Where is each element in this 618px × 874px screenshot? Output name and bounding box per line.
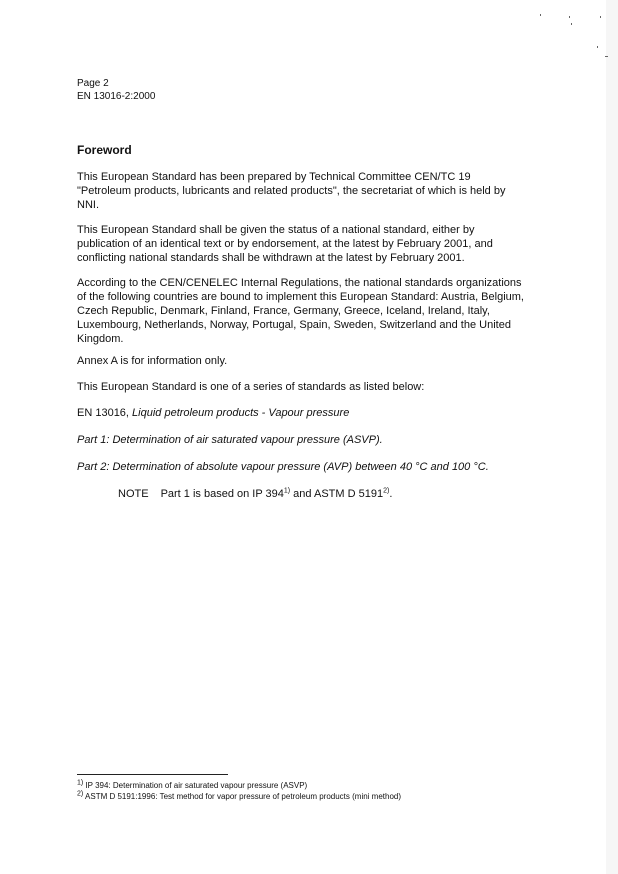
paragraph-annex: Annex A is for information only. [77, 355, 228, 367]
scan-speck [597, 46, 598, 48]
note-label: NOTE [118, 488, 149, 500]
section-title: Foreword [77, 143, 132, 157]
paragraph-status [77, 223, 577, 265]
note-text: Part 1 is based on IP 394 [160, 488, 284, 500]
text-line: This European Standard has been prepared by Technical Committee CEN/TC 19 [77, 171, 471, 183]
footnote-text: IP 394: Determination of air saturated vapour pressure (ASVP) [83, 781, 308, 790]
note [118, 488, 392, 500]
text-line: NNI. [77, 199, 99, 211]
footnote-ref-2: 2) [383, 487, 390, 495]
series-ref-title: Liquid petroleum products - Vapour pressure [132, 407, 350, 419]
scan-speck [571, 23, 572, 25]
text-line: Czech Republic, Denmark, Finland, France, Germany, Greece, Iceland, Ireland, Italy, [77, 305, 490, 317]
document-id: EN 13016-2:2000 [77, 91, 156, 102]
paragraph-regulations [77, 276, 577, 346]
text-line: conflicting national standards shall be withdrawn at the latest by February 2001. [77, 252, 465, 264]
text-line: "Petroleum products, lubricants and related products", the secretariat of which is held by [77, 185, 506, 197]
part-2-entry: Part 2: Determination of absolute vapour pressure (AVP) between 40 °C and 100 °C. [77, 461, 489, 473]
footnote-divider [77, 774, 228, 775]
page-header [77, 77, 155, 103]
note-text: . [389, 488, 393, 500]
part-1-entry: Part 1: Determination of air saturated vapour pressure (ASVP). [77, 434, 383, 446]
series-ref-number: EN 13016, [77, 407, 133, 419]
page-number: Page 2 [77, 78, 109, 89]
footnote-mark: 1) [77, 779, 84, 787]
text-line: Kingdom. [77, 333, 124, 345]
scan-speck [600, 16, 601, 18]
text-line: According to the CEN/CENELEC Internal Regulations, the national standards organizations [77, 277, 522, 289]
footnote-text: ASTM D 5191:1996: Test method for vapor pressure of petroleum products (mini method) [83, 792, 402, 801]
text-line: Luxembourg, Netherlands, Norway, Portugal, Spain, Sweden, Switzerland and the United [77, 319, 511, 331]
paragraph-series-intro: This European Standard is one of a series of standards as listed below: [77, 381, 425, 393]
paragraph-committee [77, 170, 577, 212]
scan-speck [569, 16, 570, 18]
series-reference [77, 406, 577, 420]
text-line: publication of an identical text or by endorsement, at the latest by February 2001, and [77, 238, 493, 250]
scan-speck [540, 14, 541, 16]
text-line: This European Standard shall be given the status of a national standard, either by [77, 224, 475, 236]
scan-speck [605, 56, 608, 57]
note-text: and ASTM D 5191 [290, 488, 384, 500]
footnote-2 [77, 792, 401, 802]
footnote-ref-1: 1) [283, 487, 291, 495]
footnote-mark: 2) [77, 790, 84, 798]
scan-edge-shading [606, 0, 618, 874]
text-line: of the following countries are bound to implement this European Standard: Austria, Belgium, [77, 291, 524, 303]
footnote-1 [77, 781, 307, 791]
